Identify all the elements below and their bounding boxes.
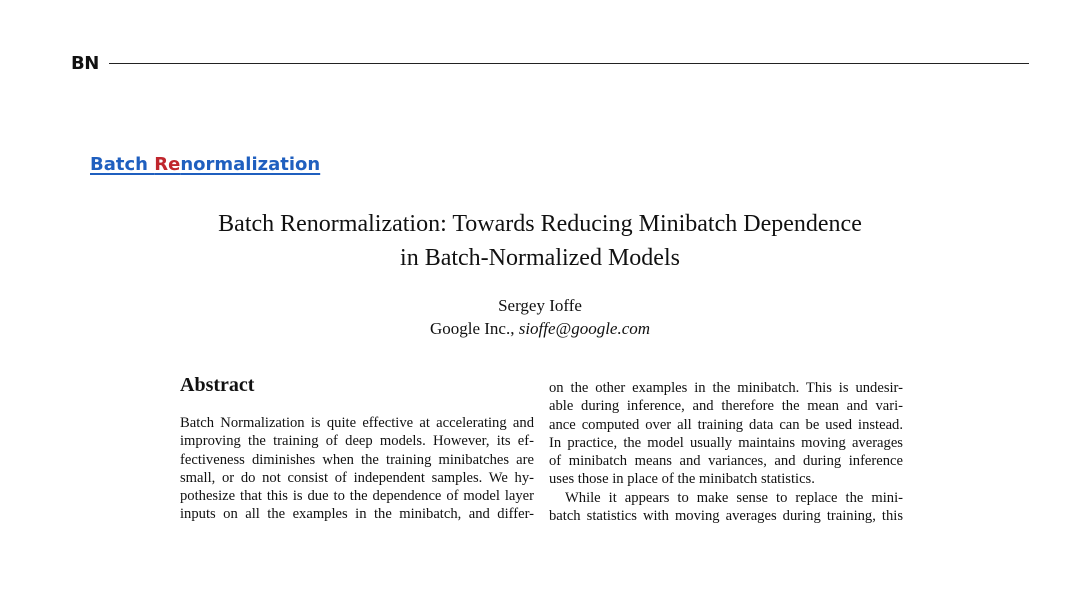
paper-title-link[interactable] <box>90 154 320 175</box>
abstract-left-column <box>180 414 534 524</box>
abstract-line: inputs on all the examples in the minibatch, and differ- <box>180 506 534 523</box>
abstract-line: improving the training of deep models. However, its ef- <box>180 433 534 450</box>
body-line: able during inference, and therefore the mean and vari- <box>549 398 903 415</box>
body-line: While it appears to make sense to replace the mini- <box>565 489 903 506</box>
paper-affiliation <box>150 317 930 340</box>
slide-tag: BN <box>71 53 99 74</box>
body-right-column <box>549 379 903 525</box>
body-line: batch statistics with moving averages during training, this <box>549 508 903 525</box>
abstract-line: fectiveness diminishes when the training minibatches are <box>180 451 534 468</box>
abstract-line: small, or do not consist of independent samples. We hy- <box>180 469 534 486</box>
body-line: of minibatch means and variances, and during inference <box>549 453 903 470</box>
title-link-highlight: Re <box>154 154 181 175</box>
abstract-line: pothesize that this is due to the dependence of model layer <box>180 488 534 505</box>
title-link-part1: Batch <box>90 154 155 175</box>
paper-excerpt-image <box>150 198 940 525</box>
paper-author: Sergey Ioffe <box>498 296 582 315</box>
paper-title <box>150 207 930 275</box>
body-line: on the other examples in the minibatch. This is undesir- <box>549 380 903 396</box>
body-line: uses those in place of the minibatch statistics. <box>549 471 815 488</box>
author-email: sioffe@google.com <box>518 319 651 338</box>
abstract-line: Batch Normalization is quite effective at accelerating and <box>180 415 534 431</box>
title-link-part2: normalization <box>180 154 321 175</box>
paper-title-line: Batch Renormalization: Towards Reducing Minibatch Dependence <box>218 211 862 237</box>
affiliation-text: Google Inc., <box>429 319 519 338</box>
header-divider <box>109 63 1029 64</box>
abstract-heading: Abstract <box>180 374 255 396</box>
body-line: In practice, the model usually maintains moving averages <box>549 434 903 451</box>
paper-title-line: in Batch-Normalized Models <box>400 245 680 271</box>
body-line: ance computed over all training data can be used instead. <box>549 416 903 433</box>
